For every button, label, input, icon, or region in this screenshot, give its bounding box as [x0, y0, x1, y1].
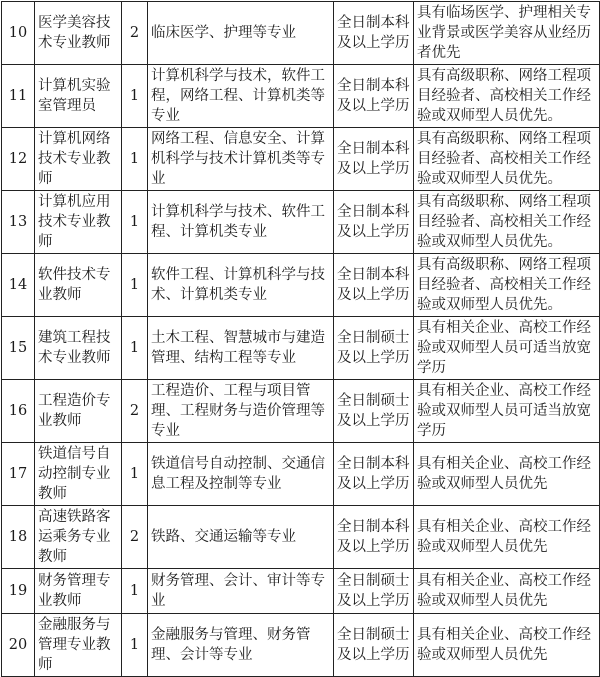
education-requirement: 全日制硕士及以上学历	[334, 317, 414, 380]
education-requirement: 全日制本科及以上学历	[334, 254, 414, 317]
other-requirement: 具有相关企业、高校工作经验或双师型人员可适当放宽学历	[414, 317, 600, 380]
education-requirement: 全日制本科及以上学历	[334, 443, 414, 506]
table-row	[2, 317, 600, 380]
other-requirement: 具有高级职称、网络工程项目经验者、高校相关工作经验或双师型人员优先。	[414, 191, 600, 254]
other-requirement: 具有相关企业、高校工作经验或双师型人员优先	[414, 443, 600, 506]
position-name: 计算机网络技术专业教师	[35, 128, 122, 191]
headcount: 1	[122, 128, 148, 191]
table-row	[2, 254, 600, 317]
headcount: 1	[122, 254, 148, 317]
table-row	[2, 65, 600, 128]
position-name: 计算机应用技术专业教师	[35, 191, 122, 254]
row-number: 16	[2, 380, 35, 443]
row-number: 13	[2, 191, 35, 254]
major-requirement: 铁道信号自动控制、交通信息工程及控制等专业	[148, 443, 334, 506]
row-number: 14	[2, 254, 35, 317]
other-requirement: 具有临场医学、护理相关专业背景或医学美容从业经历者优先	[414, 2, 600, 65]
education-requirement: 全日制硕士及以上学历	[334, 380, 414, 443]
education-requirement: 全日制硕士及以上学历	[334, 614, 414, 677]
education-requirement: 全日制本科及以上学历	[334, 191, 414, 254]
position-name: 高速铁路客运乘务专业教师	[35, 506, 122, 569]
headcount: 2	[122, 2, 148, 65]
table-row	[2, 614, 600, 677]
headcount: 1	[122, 614, 148, 677]
education-requirement: 全日制本科及以上学历	[334, 506, 414, 569]
major-requirement: 土木工程、智慧城市与建造管理、结构工程等专业	[148, 317, 334, 380]
table-row	[2, 191, 600, 254]
recruitment-table	[1, 1, 600, 677]
row-number: 12	[2, 128, 35, 191]
major-requirement: 临床医学、护理等专业	[148, 2, 334, 65]
position-name: 金融服务与管理专业教师	[35, 614, 122, 677]
major-requirement: 计算机科学与技术、软件工程、计算机类专业	[148, 191, 334, 254]
row-number: 11	[2, 65, 35, 128]
position-name: 建筑工程技术专业教师	[35, 317, 122, 380]
position-name: 医学美容技术专业教师	[35, 2, 122, 65]
education-requirement: 全日制本科及以上学历	[334, 2, 414, 65]
table-row	[2, 380, 600, 443]
row-number: 15	[2, 317, 35, 380]
other-requirement: 具有相关企业、高校工作经验或双师型人员优先	[414, 614, 600, 677]
headcount: 1	[122, 569, 148, 614]
education-requirement: 全日制本科及以上学历	[334, 65, 414, 128]
other-requirement: 具有相关企业、高校工作经验或双师型人员可适当放宽学历	[414, 380, 600, 443]
table-row	[2, 569, 600, 614]
headcount: 2	[122, 380, 148, 443]
position-name: 铁道信号自动控制专业教师	[35, 443, 122, 506]
other-requirement: 具有相关企业、高校工作经验或双师型人员优先	[414, 569, 600, 614]
headcount: 1	[122, 191, 148, 254]
headcount: 1	[122, 317, 148, 380]
major-requirement: 计算机科学与技术，软件工程，网络工程、计算机类等专业	[148, 65, 334, 128]
other-requirement: 具有相关企业、高校工作经验或双师型人员优先	[414, 506, 600, 569]
other-requirement: 具有高级职称、网络工程项目经验者、高校相关工作经验或双师型人员优先。	[414, 254, 600, 317]
major-requirement: 财务管理、会计、审计等专业	[148, 569, 334, 614]
position-name: 软件技术专业教师	[35, 254, 122, 317]
major-requirement: 网络工程、信息安全、计算机科学与技术计算机类等专业	[148, 128, 334, 191]
other-requirement: 具有高级职称、网络工程项目经验者、高校相关工作经验或双师型人员优先。	[414, 128, 600, 191]
row-number: 20	[2, 614, 35, 677]
position-name: 工程造价专业教师	[35, 380, 122, 443]
education-requirement: 全日制硕士及以上学历	[334, 569, 414, 614]
other-requirement: 具有高级职称、网络工程项目经验者、高校相关工作经验或双师型人员优先。	[414, 65, 600, 128]
position-name: 计算机实验室管理员	[35, 65, 122, 128]
row-number: 18	[2, 506, 35, 569]
position-name: 财务管理专业教师	[35, 569, 122, 614]
education-requirement: 全日制本科及以上学历	[334, 128, 414, 191]
headcount: 2	[122, 506, 148, 569]
table-row	[2, 128, 600, 191]
table-row	[2, 506, 600, 569]
major-requirement: 软件工程、计算机科学与技术、计算机类专业	[148, 254, 334, 317]
row-number: 19	[2, 569, 35, 614]
headcount: 1	[122, 65, 148, 128]
headcount: 1	[122, 443, 148, 506]
row-number: 17	[2, 443, 35, 506]
major-requirement: 金融服务与管理、财务管理、会计等专业	[148, 614, 334, 677]
major-requirement: 工程造价、工程与项目管理、工程财务与造价管理等专业	[148, 380, 334, 443]
major-requirement: 铁路、交通运输等专业	[148, 506, 334, 569]
row-number: 10	[2, 2, 35, 65]
table-row	[2, 2, 600, 65]
table-row	[2, 443, 600, 506]
